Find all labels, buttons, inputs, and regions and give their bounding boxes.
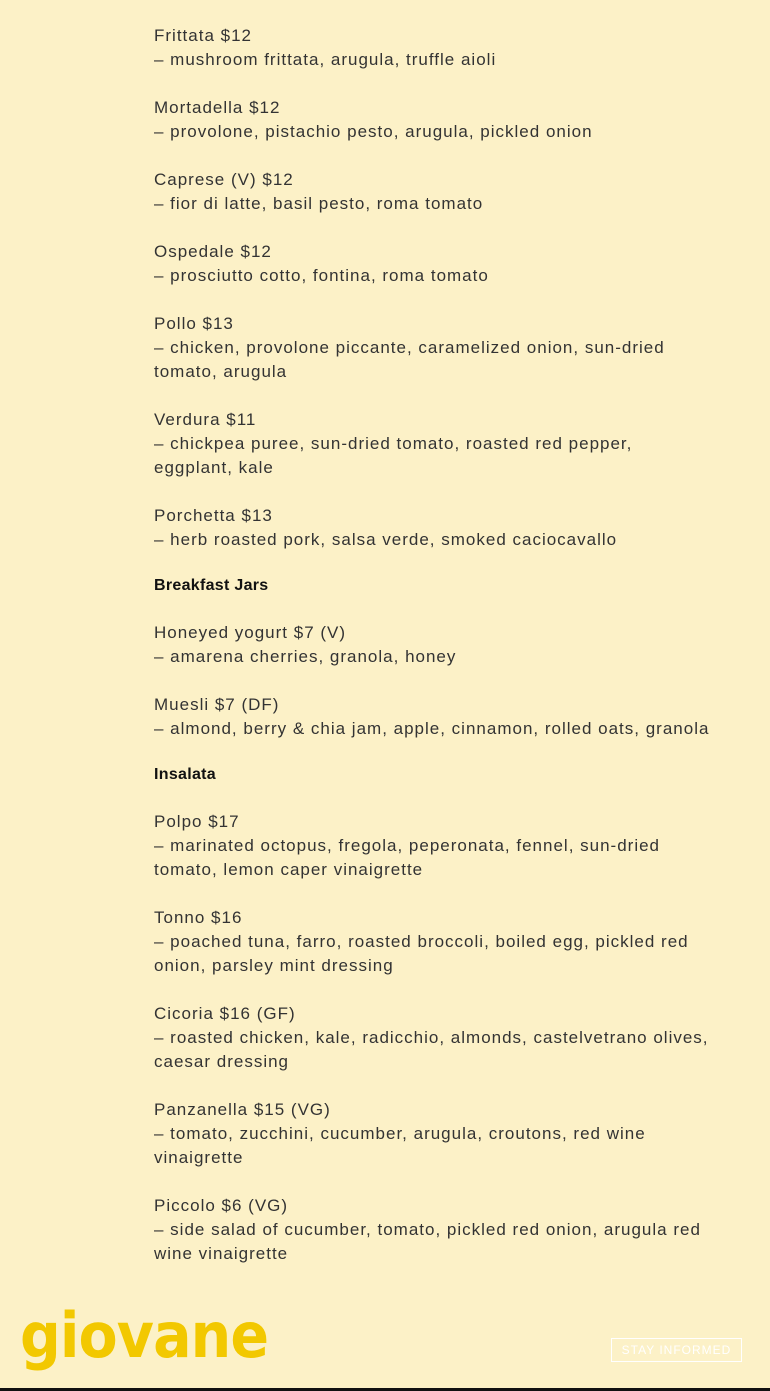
menu-item-description: – fior di latte, basil pesto, roma tomato bbox=[154, 194, 484, 213]
menu-item-title: Mortadella $12 bbox=[154, 98, 281, 117]
menu-item-description: – tomato, zucchini, cucumber, arugula, croutons, red wine vinaigrette bbox=[154, 1124, 646, 1167]
menu-item-description: – prosciutto cotto, fontina, roma tomato bbox=[154, 266, 489, 285]
menu-item bbox=[154, 906, 714, 978]
menu-item bbox=[154, 96, 714, 144]
menu-item-title: Honeyed yogurt $7 (V) bbox=[154, 623, 347, 642]
menu-item-title: Ospedale $12 bbox=[154, 242, 272, 261]
menu-item-description: – mushroom frittata, arugula, truffle aioli bbox=[154, 50, 497, 69]
footer bbox=[0, 1300, 770, 1391]
giovane-logo[interactable]: giovane bbox=[20, 1299, 269, 1372]
menu-item bbox=[154, 693, 714, 741]
menu-item bbox=[154, 1098, 714, 1170]
stay-informed-button[interactable]: STAY INFORMED bbox=[611, 1338, 742, 1362]
menu-item bbox=[154, 312, 714, 384]
menu-item bbox=[154, 408, 714, 480]
menu-item-description: – amarena cherries, granola, honey bbox=[154, 647, 457, 666]
menu-item bbox=[154, 1002, 714, 1074]
menu-item-title: Polpo $17 bbox=[154, 812, 240, 831]
section-heading-insalata: Insalata bbox=[154, 766, 216, 783]
menu-item bbox=[154, 240, 714, 288]
menu-list bbox=[154, 24, 714, 1290]
menu-item-description: – herb roasted pork, salsa verde, smoked caciocavallo bbox=[154, 530, 618, 549]
menu-item-title: Piccolo $6 (VG) bbox=[154, 1196, 289, 1215]
menu-item-title: Cicoria $16 (GF) bbox=[154, 1004, 296, 1023]
menu-item-description: – side salad of cucumber, tomato, pickled red onion, arugula red wine vinaigrette bbox=[154, 1220, 701, 1263]
menu-item-title: Tonno $16 bbox=[154, 908, 243, 927]
section-heading-breakfast-jars: Breakfast Jars bbox=[154, 577, 269, 594]
menu-item-title: Frittata $12 bbox=[154, 26, 252, 45]
menu-item-description: – almond, berry & chia jam, apple, cinnamon, rolled oats, granola bbox=[154, 719, 710, 738]
menu-item bbox=[154, 1194, 714, 1266]
menu-item-description: – roasted chicken, kale, radicchio, almonds, castelvetrano olives, caesar dressing bbox=[154, 1028, 709, 1071]
menu-item-description: – provolone, pistachio pesto, arugula, pickled onion bbox=[154, 122, 593, 141]
menu-item-title: Porchetta $13 bbox=[154, 506, 273, 525]
menu-item bbox=[154, 24, 714, 72]
menu-item-title: Pollo $13 bbox=[154, 314, 234, 333]
menu-item-description: – chickpea puree, sun-dried tomato, roasted red pepper, eggplant, kale bbox=[154, 434, 633, 477]
menu-item-title: Muesli $7 (DF) bbox=[154, 695, 280, 714]
menu-item bbox=[154, 810, 714, 882]
menu-item-title: Panzanella $15 (VG) bbox=[154, 1100, 331, 1119]
menu-item-description: – marinated octopus, fregola, peperonata, fennel, sun-dried tomato, lemon caper vinaigrette bbox=[154, 836, 661, 879]
menu-item-description: – chicken, provolone piccante, caramelized onion, sun-dried tomato, arugula bbox=[154, 338, 665, 381]
menu-item bbox=[154, 621, 714, 669]
menu-item-title: Caprese (V) $12 bbox=[154, 170, 294, 189]
menu-item-description: – poached tuna, farro, roasted broccoli, boiled egg, pickled red onion, parsley mint dressing bbox=[154, 932, 689, 975]
menu-item bbox=[154, 168, 714, 216]
menu-item bbox=[154, 504, 714, 552]
menu-item-title: Verdura $11 bbox=[154, 410, 257, 429]
